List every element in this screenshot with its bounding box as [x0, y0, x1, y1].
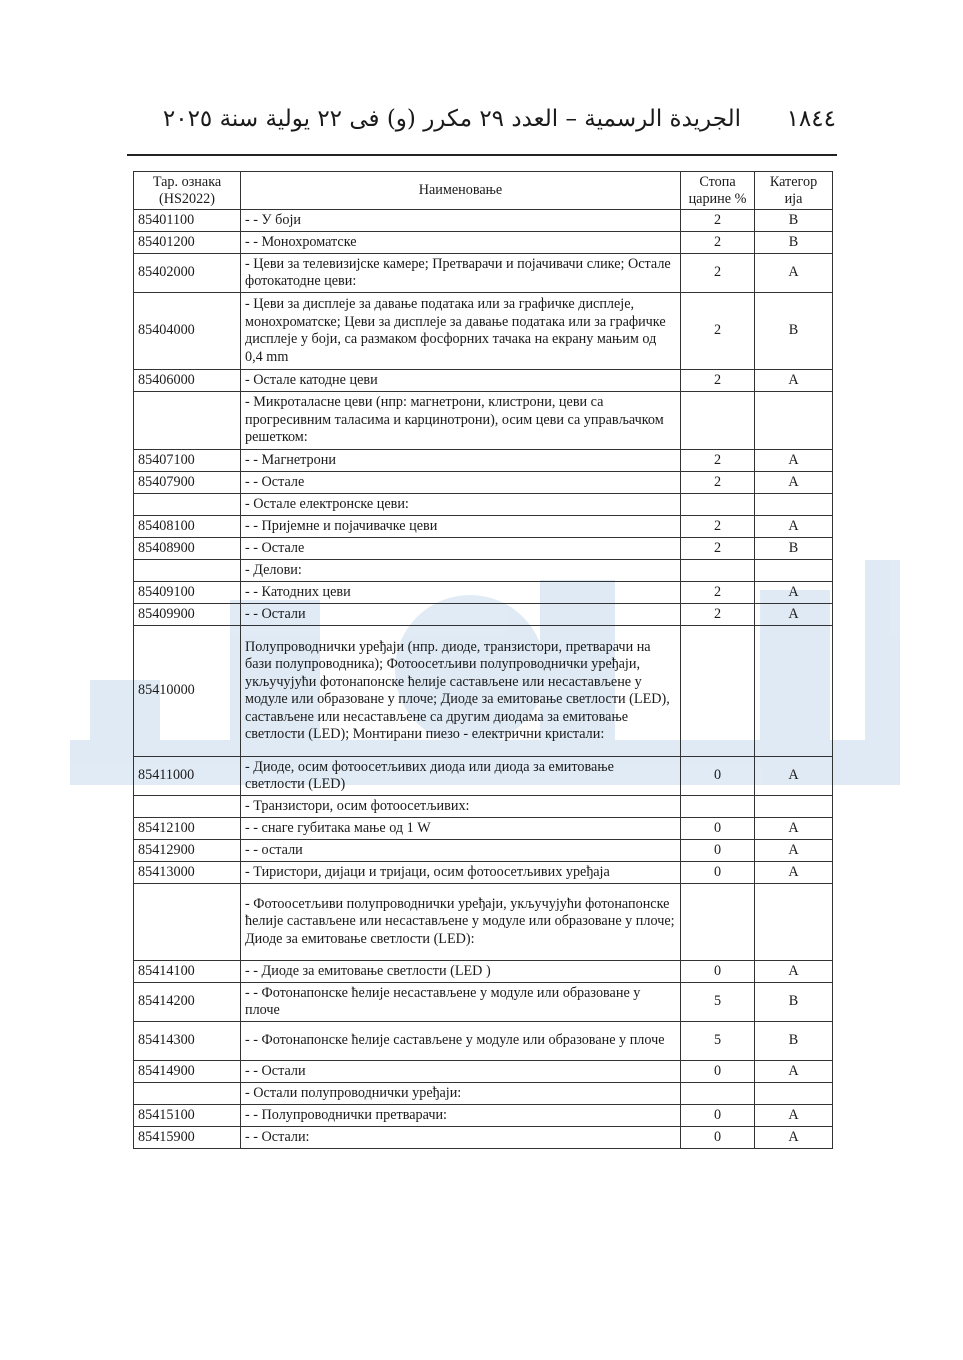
- description-cell: - - Фотонапонске ћелије несастављене у модуле или образоване у плоче: [241, 983, 681, 1022]
- category-cell: B: [755, 232, 833, 254]
- column-header-rate: [681, 172, 755, 210]
- tariff-code-cell: 85414200: [134, 983, 241, 1022]
- category-cell: B: [755, 538, 833, 560]
- duty-rate-cell: 0: [681, 1061, 755, 1083]
- tariff-code-cell: [134, 494, 241, 516]
- category-cell: A: [755, 757, 833, 796]
- table-row: [134, 1022, 833, 1061]
- table-row: [134, 1061, 833, 1083]
- gazette-title: الجريدة الرسمية – العدد ٢٩ مكرر (و) فى ٢٢ يولية سنة ٢٠٢٥: [162, 106, 741, 132]
- category-cell: A: [755, 840, 833, 862]
- category-cell: [755, 796, 833, 818]
- duty-rate-cell: [681, 796, 755, 818]
- duty-rate-cell: 0: [681, 818, 755, 840]
- table-row: [134, 796, 833, 818]
- duty-rate-cell: 0: [681, 1105, 755, 1127]
- duty-rate-cell: 0: [681, 862, 755, 884]
- tariff-code-cell: 85409900: [134, 604, 241, 626]
- duty-rate-cell: [681, 392, 755, 450]
- description-cell: - Транзистори, осим фотоосетљивих:: [241, 796, 681, 818]
- table-row: [134, 818, 833, 840]
- description-cell: - Фотоосетљиви полупроводнички уређаји, укључујући фотонапонске ћелије састављене или несастављене у модуле или образоване у плоче; Диоде за емитовање светлости (LED):: [241, 884, 681, 961]
- tariff-code-cell: 85411000: [134, 757, 241, 796]
- category-cell: A: [755, 961, 833, 983]
- duty-rate-cell: 5: [681, 1022, 755, 1061]
- duty-rate-cell: [681, 884, 755, 961]
- duty-rate-cell: [681, 626, 755, 757]
- table-row: [134, 961, 833, 983]
- duty-rate-cell: 2: [681, 450, 755, 472]
- category-cell: [755, 494, 833, 516]
- category-cell: [755, 884, 833, 961]
- category-cell: A: [755, 582, 833, 604]
- category-cell: A: [755, 370, 833, 392]
- table-row: [134, 516, 833, 538]
- tariff-code-cell: 85401100: [134, 210, 241, 232]
- description-cell: - Цеви за дисплеје за давање података или за графичке дисплеје, монохроматске; Цеви за дисплеје за давање података или за графичке дисплеје у боји, са размаком фосфорних тачака на екрану мањим од 0,4 mm: [241, 293, 681, 370]
- duty-rate-cell: 2: [681, 254, 755, 293]
- description-cell: - Цеви за телевизијске камере; Претварачи и појачивачи слике; Остале фотокатодне цеви:: [241, 254, 681, 293]
- description-cell: - Остале електронске цеви:: [241, 494, 681, 516]
- column-header-rate-line1: Стопа: [699, 173, 736, 190]
- tariff-code-cell: 85415900: [134, 1127, 241, 1149]
- page-number: ١٨٤٤: [786, 106, 836, 132]
- table-row: [134, 862, 833, 884]
- table-row: [134, 210, 833, 232]
- duty-rate-cell: 2: [681, 582, 755, 604]
- tariff-code-cell: 85407900: [134, 472, 241, 494]
- description-cell: - - Магнетрони: [241, 450, 681, 472]
- table-row: [134, 1105, 833, 1127]
- tariff-table: [133, 171, 833, 1149]
- tariff-code-cell: 85415100: [134, 1105, 241, 1127]
- category-cell: B: [755, 293, 833, 370]
- table-row: [134, 840, 833, 862]
- description-cell: - - Остали: [241, 604, 681, 626]
- table-row: [134, 538, 833, 560]
- tariff-code-cell: 85401200: [134, 232, 241, 254]
- tariff-code-cell: 85409100: [134, 582, 241, 604]
- duty-rate-cell: [681, 1083, 755, 1105]
- column-header-code-line1: Тар. ознака: [152, 173, 222, 190]
- column-header-rate-line2: царине %: [688, 190, 747, 207]
- description-cell: - - снаге губитака мање од 1 W: [241, 818, 681, 840]
- tariff-code-cell: 85412100: [134, 818, 241, 840]
- tariff-code-cell: 85407100: [134, 450, 241, 472]
- table-row: [134, 1083, 833, 1105]
- description-cell: - - Остале: [241, 538, 681, 560]
- column-header-code-line2: (HS2022): [159, 190, 215, 207]
- table-row: [134, 1127, 833, 1149]
- duty-rate-cell: 0: [681, 1127, 755, 1149]
- column-header-category-line1: Категор: [769, 173, 818, 190]
- category-cell: A: [755, 1061, 833, 1083]
- table-row: [134, 472, 833, 494]
- duty-rate-cell: 0: [681, 961, 755, 983]
- description-cell: - Тиристори, дијаци и тријаци, осим фотоосетљивих уређаја: [241, 862, 681, 884]
- table-row: [134, 494, 833, 516]
- tariff-code-cell: 85414300: [134, 1022, 241, 1061]
- description-cell: - - Катодних цеви: [241, 582, 681, 604]
- duty-rate-cell: 2: [681, 293, 755, 370]
- duty-rate-cell: [681, 560, 755, 582]
- table-row: [134, 254, 833, 293]
- category-cell: [755, 626, 833, 757]
- description-cell: - - Монохроматске: [241, 232, 681, 254]
- table-row: [134, 626, 833, 757]
- table-row: [134, 232, 833, 254]
- description-cell: - Диоде, осим фотоосетљивих диода или диода за емитовање светлости (LED): [241, 757, 681, 796]
- category-cell: A: [755, 516, 833, 538]
- duty-rate-cell: 2: [681, 472, 755, 494]
- description-cell: - - Полупроводнички претварачи:: [241, 1105, 681, 1127]
- description-cell: - Делови:: [241, 560, 681, 582]
- tariff-code-cell: 85412900: [134, 840, 241, 862]
- category-cell: B: [755, 1022, 833, 1061]
- category-cell: A: [755, 1127, 833, 1149]
- tariff-code-cell: [134, 560, 241, 582]
- column-header-category-line2: ија: [784, 190, 803, 207]
- category-cell: B: [755, 983, 833, 1022]
- tariff-code-cell: 85406000: [134, 370, 241, 392]
- category-cell: [755, 392, 833, 450]
- description-cell: Полупроводнички уређаји (нпр. диоде, транзистори, претварачи на бази полупроводника); Фотоосетљиви полупроводнички уређаји, укључујући фотонапонске ћелије састављене или несастављене у модуле или образоване у плоче; Диоде за емитовање светлости (LED), састављене или несастављене са другим диодама за емитовање светлости (LED); Монтирани пиезо - електрични кристали:: [241, 626, 681, 757]
- duty-rate-cell: 2: [681, 538, 755, 560]
- description-cell: - - У боји: [241, 210, 681, 232]
- description-cell: - Микроталасне цеви (нпр: магнетрони, клистрони, цеви са прогресивним таласима и карцинотрони), осим цеви са управљачком решетком:: [241, 392, 681, 450]
- tariff-code-cell: 85404000: [134, 293, 241, 370]
- table-row: [134, 983, 833, 1022]
- description-cell: - - Остале: [241, 472, 681, 494]
- description-cell: - - Фотонапонске ћелије састављене у модуле или образоване у плоче: [241, 1022, 681, 1061]
- table-row: [134, 392, 833, 450]
- tariff-code-cell: 85402000: [134, 254, 241, 293]
- duty-rate-cell: 2: [681, 370, 755, 392]
- table-header-row: [134, 172, 833, 210]
- category-cell: A: [755, 472, 833, 494]
- table-row: [134, 450, 833, 472]
- table-row: [134, 604, 833, 626]
- description-cell: - - Диоде за емитовање светлости (LED ): [241, 961, 681, 983]
- table-row: [134, 560, 833, 582]
- header-rule: [127, 154, 837, 156]
- category-cell: A: [755, 254, 833, 293]
- category-cell: A: [755, 862, 833, 884]
- duty-rate-cell: 2: [681, 604, 755, 626]
- tariff-code-cell: 85414100: [134, 961, 241, 983]
- duty-rate-cell: [681, 494, 755, 516]
- duty-rate-cell: 0: [681, 840, 755, 862]
- description-cell: - - Остали:: [241, 1127, 681, 1149]
- table-row: [134, 293, 833, 370]
- tariff-code-cell: 85408900: [134, 538, 241, 560]
- category-cell: B: [755, 210, 833, 232]
- description-cell: - - Пријемне и појачивачке цеви: [241, 516, 681, 538]
- tariff-code-cell: [134, 796, 241, 818]
- table-row: [134, 582, 833, 604]
- description-cell: - - Остали: [241, 1061, 681, 1083]
- duty-rate-cell: 2: [681, 232, 755, 254]
- column-header-category: [755, 172, 833, 210]
- description-cell: - Остали полупроводнички уређаји:: [241, 1083, 681, 1105]
- tariff-code-cell: 85408100: [134, 516, 241, 538]
- tariff-code-cell: 85413000: [134, 862, 241, 884]
- duty-rate-cell: 5: [681, 983, 755, 1022]
- category-cell: A: [755, 450, 833, 472]
- duty-rate-cell: 2: [681, 210, 755, 232]
- column-header-name: Наименовање: [241, 172, 681, 210]
- category-cell: A: [755, 604, 833, 626]
- category-cell: [755, 1083, 833, 1105]
- tariff-code-cell: [134, 392, 241, 450]
- tariff-code-cell: 85414900: [134, 1061, 241, 1083]
- category-cell: A: [755, 1105, 833, 1127]
- tariff-code-cell: 85410000: [134, 626, 241, 757]
- table-body: [134, 210, 833, 1149]
- tariff-code-cell: [134, 884, 241, 961]
- category-cell: [755, 560, 833, 582]
- duty-rate-cell: 2: [681, 516, 755, 538]
- table-row: [134, 884, 833, 961]
- tariff-code-cell: [134, 1083, 241, 1105]
- description-cell: - - остали: [241, 840, 681, 862]
- duty-rate-cell: 0: [681, 757, 755, 796]
- category-cell: A: [755, 818, 833, 840]
- description-cell: - Остале катодне цеви: [241, 370, 681, 392]
- column-header-code: [134, 172, 241, 210]
- table-row: [134, 757, 833, 796]
- table-row: [134, 370, 833, 392]
- page-header: [128, 106, 836, 142]
